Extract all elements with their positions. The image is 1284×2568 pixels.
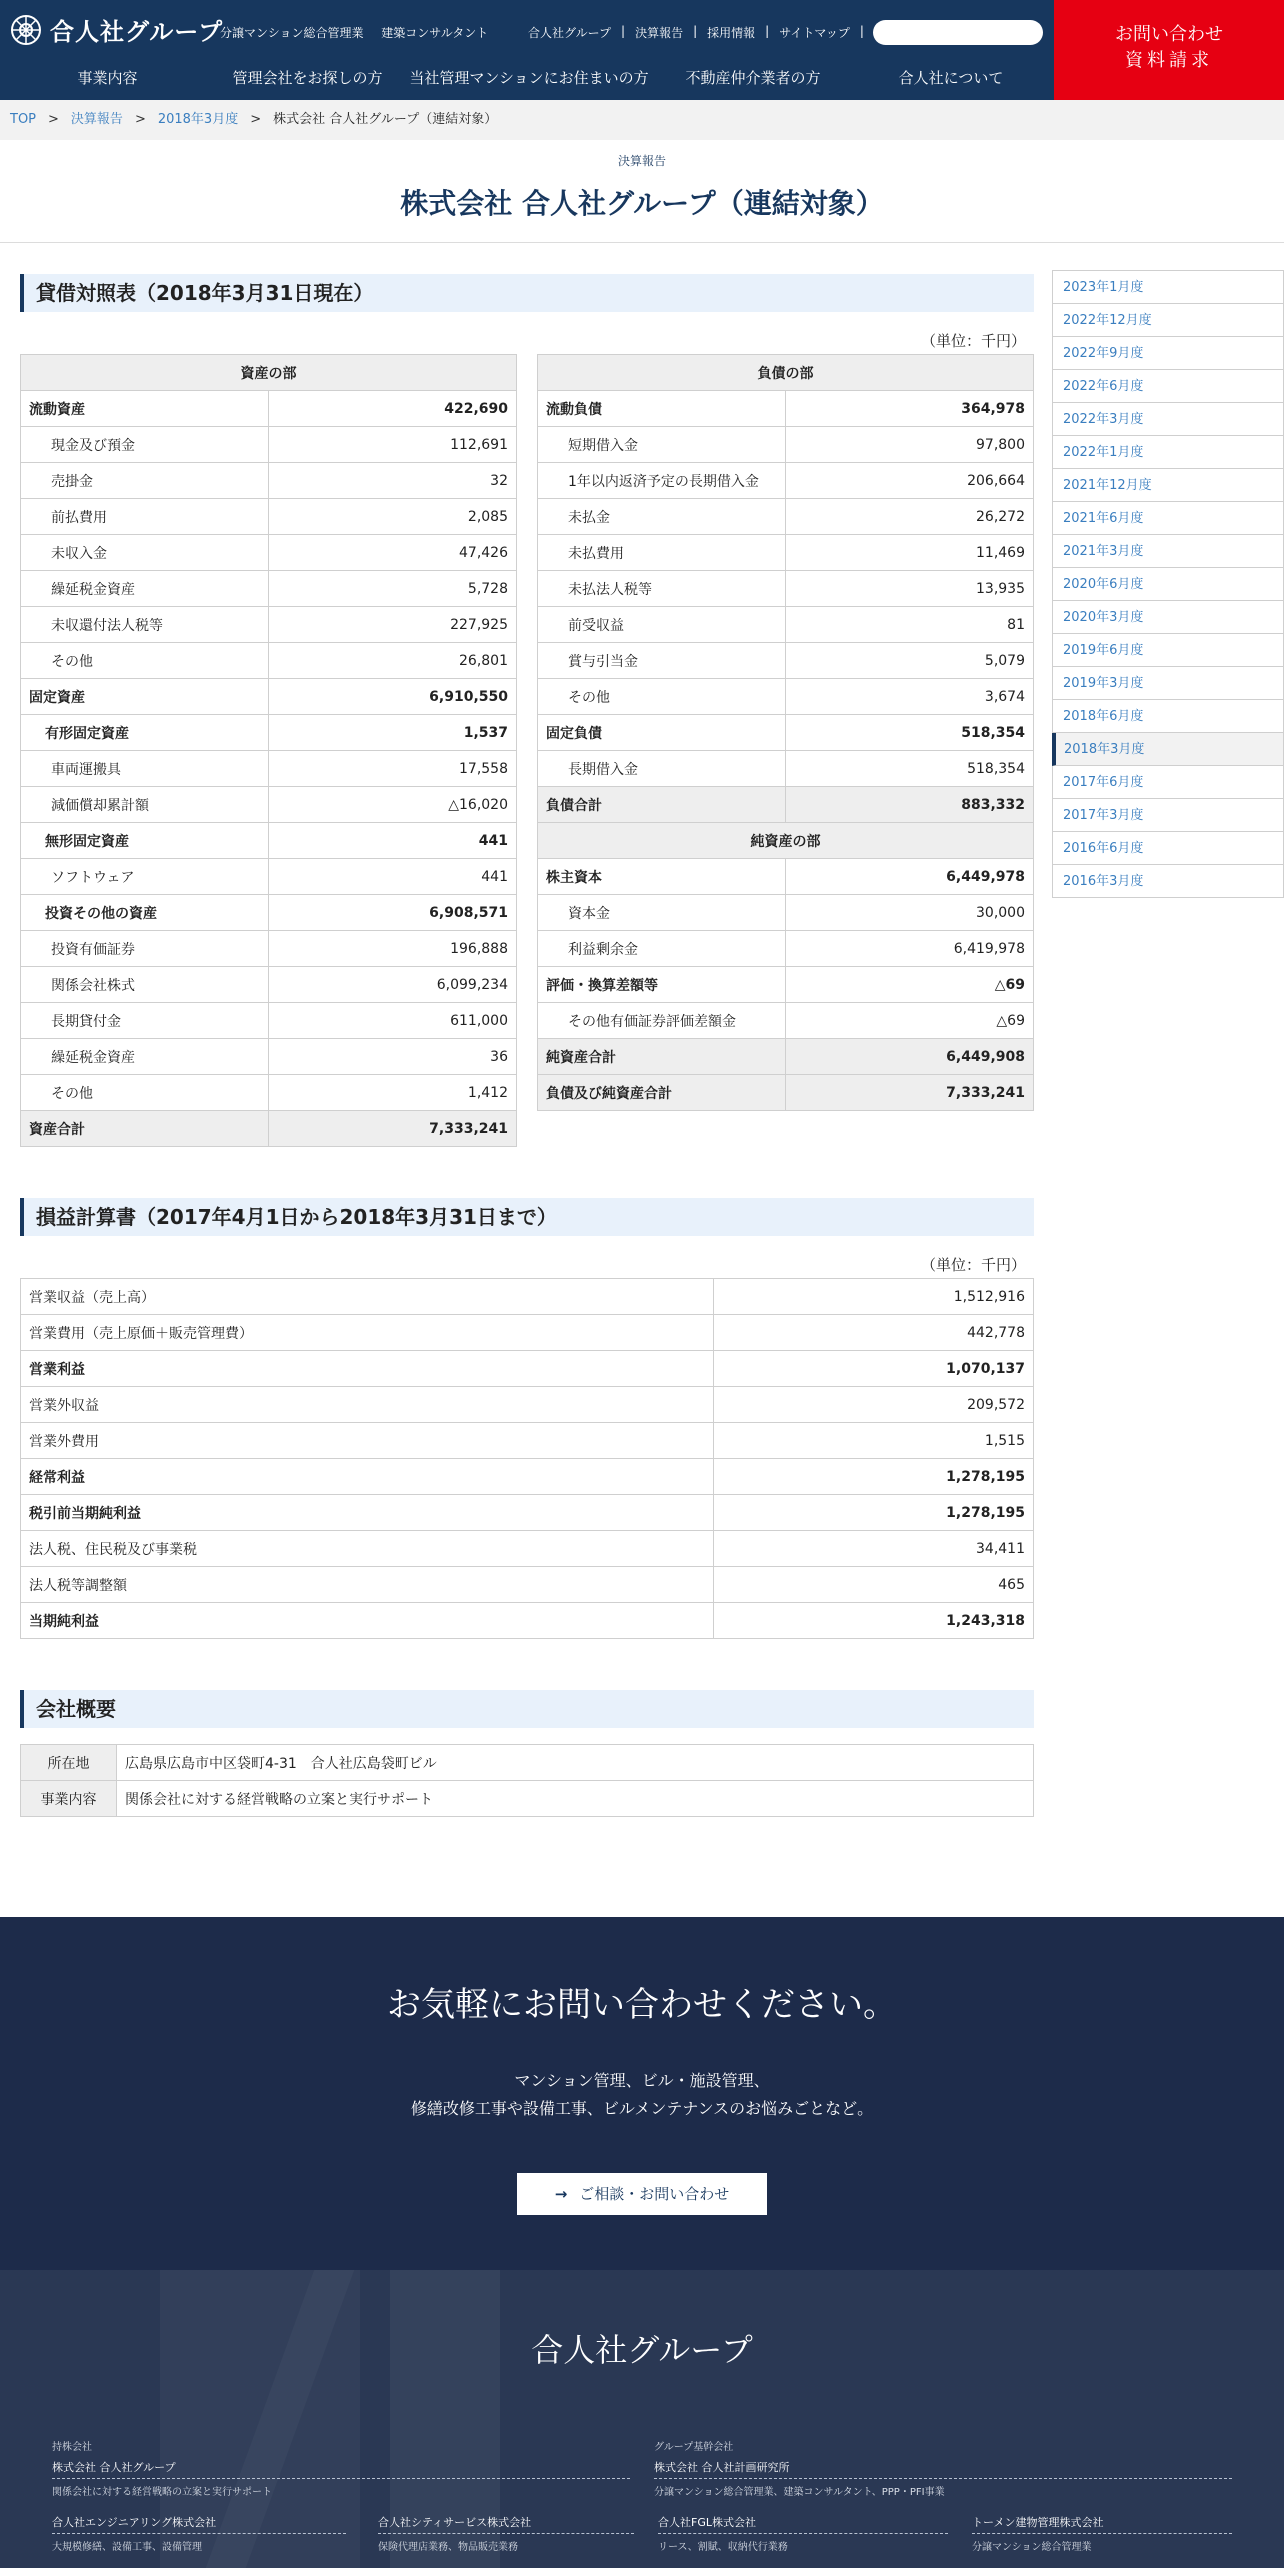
contact-cta-line2: 資料請求 (1125, 50, 1213, 71)
table-row (538, 967, 1034, 1003)
site-logo[interactable] (10, 12, 223, 47)
table-row (21, 715, 517, 751)
link-separator: | (765, 24, 770, 38)
nav-brokers[interactable]: 不動産仲介業者の方 (685, 69, 821, 87)
row-label: ソフトウェア (21, 859, 269, 895)
table-row (21, 1567, 1034, 1603)
contact-request-button[interactable] (1054, 0, 1284, 100)
table-row (538, 679, 1034, 715)
footer-company (378, 2514, 634, 2553)
table-row (21, 1495, 1034, 1531)
company-desc: リース、割賦、収納代行業務 (658, 2542, 788, 2553)
nav-residents[interactable]: 当社管理マンションにお住まいの方 (409, 69, 649, 87)
row-label: 車両運搬具 (21, 751, 269, 787)
table-row (538, 571, 1034, 607)
breadcrumb-separator: > (134, 112, 146, 127)
table-row (21, 1039, 517, 1075)
table-row (21, 391, 517, 427)
row-value: △69 (786, 967, 1034, 1003)
contact-section (0, 1917, 1284, 2270)
table-row (21, 463, 517, 499)
search-input[interactable] (873, 20, 1043, 45)
row-label: 未払費用 (538, 535, 786, 571)
income-statement-heading: 損益計算書（2017年4月1日から2018年3月31日まで） (20, 1198, 1034, 1236)
row-label: 無形固定資産 (21, 823, 269, 859)
row-value: 7,333,241 (269, 1111, 517, 1147)
row-value: 6,449,908 (786, 1039, 1034, 1075)
row-value: 3,674 (786, 679, 1034, 715)
archive-link[interactable]: 2021年6月度 (1052, 502, 1284, 535)
archive-link[interactable]: 2016年3月度 (1052, 865, 1284, 898)
main-nav (0, 60, 1054, 96)
row-value: 1,243,318 (714, 1603, 1034, 1639)
row-label: 繰延税金資産 (21, 1039, 269, 1075)
row-value: 6,099,234 (269, 967, 517, 1003)
toplink-financial-report[interactable]: 決算報告 (635, 26, 684, 40)
row-value: 47,426 (269, 535, 517, 571)
row-label: その他有価証券評価差額金 (538, 1003, 786, 1039)
page-title: 株式会社 合人社グループ（連結対象） (400, 187, 884, 220)
row-value: 209,572 (714, 1387, 1034, 1423)
table-row (21, 1003, 517, 1039)
balance-sheet-heading: 貸借対照表（2018年3月31日現在） (20, 274, 1034, 312)
row-label: 純資産合計 (538, 1039, 786, 1075)
contact-text-line: 修繕改修工事や設備工事、ビルメンテナンスのお悩みごとなど。 (410, 2099, 874, 2118)
archive-link[interactable]: 2018年6月度 (1052, 700, 1284, 733)
company-link[interactable]: 合人社FGL株式会社 (658, 2514, 948, 2534)
page-kicker: 決算報告 (617, 154, 666, 168)
footer-company (52, 2514, 346, 2553)
table-row (538, 463, 1034, 499)
row-value: 30,000 (786, 895, 1034, 931)
nav-find-manager[interactable]: 管理会社をお探しの方 (232, 69, 383, 87)
row-label: 1年以内返済予定の長期借入金 (538, 463, 786, 499)
table-row (21, 1351, 1034, 1387)
site-footer (0, 2270, 1284, 2568)
archive-link[interactable]: 2021年12月度 (1052, 469, 1284, 502)
row-label: 負債及び純資産合計 (538, 1075, 786, 1111)
company-desc: 分譲マンション総合管理業、建築コンサルタント、PPP・PFI事業 (654, 2487, 945, 2498)
row-value: 関係会社に対する経営戦略の立案と実行サポート (117, 1781, 1034, 1817)
row-value: 5,079 (786, 643, 1034, 679)
archive-link[interactable]: 2022年6月度 (1052, 370, 1284, 403)
table-row (21, 607, 517, 643)
row-value: 196,888 (269, 931, 517, 967)
table-row (21, 1387, 1034, 1423)
row-value: 2,085 (269, 499, 517, 535)
table-row (538, 931, 1034, 967)
row-value: 442,778 (714, 1315, 1034, 1351)
header-tagline (220, 24, 502, 41)
archive-link[interactable]: 2022年12月度 (1052, 304, 1284, 337)
company-category: 持株会社 (52, 2442, 92, 2453)
row-value: 422,690 (269, 391, 517, 427)
table-row (21, 1423, 1034, 1459)
row-key: 事業内容 (21, 1781, 117, 1817)
row-value: 6,910,550 (269, 679, 517, 715)
archive-link[interactable]: 2020年6月度 (1052, 568, 1284, 601)
table-row (21, 499, 517, 535)
breadcrumb-top[interactable]: TOP (10, 112, 37, 127)
period-archive-list (1052, 270, 1284, 898)
row-label: 投資その他の資産 (21, 895, 269, 931)
row-label: 前払費用 (21, 499, 269, 535)
row-label: 税引前当期純利益 (21, 1495, 714, 1531)
archive-link[interactable]: 2022年9月度 (1052, 337, 1284, 370)
row-label: 売掛金 (21, 463, 269, 499)
breadcrumb-financial-report[interactable]: 決算報告 (70, 112, 123, 127)
row-value: 1,070,137 (714, 1351, 1034, 1387)
row-value: 36 (269, 1039, 517, 1075)
table-row (21, 931, 517, 967)
row-label: 利益剰余金 (538, 931, 786, 967)
row-label: 株主資本 (538, 859, 786, 895)
equity-header: 純資産の部 (538, 823, 1034, 859)
row-label: 当期純利益 (21, 1603, 714, 1639)
table-row (538, 427, 1034, 463)
row-value: 1,278,195 (714, 1459, 1034, 1495)
footer-company-core (654, 2438, 1232, 2498)
row-value: 1,515 (714, 1423, 1034, 1459)
link-separator: | (693, 24, 698, 38)
table-row (21, 1459, 1034, 1495)
table-row (21, 1315, 1034, 1351)
title-divider (0, 242, 1284, 243)
footer-company-holding (52, 2438, 630, 2498)
balance-sheet-unit: （単位：千円） (920, 332, 1026, 350)
toplink-recruit[interactable]: 採用情報 (707, 26, 756, 40)
row-value: 11,469 (786, 535, 1034, 571)
toplink-group[interactable]: 合人社グループ (528, 26, 612, 40)
group-logo-icon (10, 14, 42, 46)
arrow-right-icon: → (554, 2185, 568, 2203)
table-row-total (21, 1111, 517, 1147)
footer-company (658, 2514, 948, 2553)
row-value: 1,537 (269, 715, 517, 751)
table-row (538, 859, 1034, 895)
table-row (21, 535, 517, 571)
archive-link[interactable]: 2021年3月度 (1052, 535, 1284, 568)
table-row (538, 391, 1034, 427)
nav-about[interactable]: 合人社について (898, 69, 1004, 87)
row-value: 5,728 (269, 571, 517, 607)
row-label: 法人税等調整額 (21, 1567, 714, 1603)
row-label: 長期貸付金 (21, 1003, 269, 1039)
company-desc: 分譲マンション総合管理業 (972, 2542, 1092, 2553)
row-value: 112,691 (269, 427, 517, 463)
company-link[interactable]: 合人社シティサービス株式会社 (378, 2514, 634, 2534)
archive-link[interactable]: 2022年3月度 (1052, 403, 1284, 436)
row-value: 465 (714, 1567, 1034, 1603)
income-statement-unit: （単位：千円） (920, 1256, 1026, 1274)
archive-link[interactable]: 2020年3月度 (1052, 601, 1284, 634)
row-value: △16,020 (269, 787, 517, 823)
contact-heading: お気軽にお問い合わせください。 (387, 1985, 897, 2025)
row-label: 減価償却累計額 (21, 787, 269, 823)
company-overview-heading: 会社概要 (20, 1690, 1034, 1728)
company-link[interactable]: トーメン建物管理株式会社 (972, 2514, 1232, 2534)
table-row (538, 715, 1034, 751)
row-value: 364,978 (786, 391, 1034, 427)
row-value: 13,935 (786, 571, 1034, 607)
row-label: 資本金 (538, 895, 786, 931)
company-desc: 保険代理店業務、物品販売業務 (378, 2542, 518, 2553)
archive-link[interactable]: 2019年6月度 (1052, 634, 1284, 667)
table-row (538, 895, 1034, 931)
table-row (21, 823, 517, 859)
income-statement-table (20, 1278, 1034, 1639)
table-row (21, 1781, 1034, 1817)
link-separator: | (621, 24, 626, 38)
archive-link[interactable]: 2019年3月度 (1052, 667, 1284, 700)
company-desc: 関係会社に対する経営戦略の立案と実行サポート (52, 2487, 272, 2498)
row-label: 短期借入金 (538, 427, 786, 463)
table-row (21, 571, 517, 607)
table-row (21, 679, 517, 715)
row-label: 長期借入金 (538, 751, 786, 787)
row-label: その他 (21, 1075, 269, 1111)
breadcrumb (0, 100, 1284, 140)
table-row (538, 607, 1034, 643)
row-label: 法人税、住民税及び事業税 (21, 1531, 714, 1567)
table-row (21, 967, 517, 1003)
row-value: 441 (269, 859, 517, 895)
row-label: 未収入金 (21, 535, 269, 571)
table-row (21, 1745, 1034, 1781)
table-row (21, 1075, 517, 1111)
company-desc: 大規模修繕、設備工事、設備管理 (52, 2542, 202, 2553)
archive-link[interactable]: 2022年1月度 (1052, 436, 1284, 469)
row-label: 固定資産 (21, 679, 269, 715)
table-row (21, 643, 517, 679)
row-value: 97,800 (786, 427, 1034, 463)
row-label: 流動負債 (538, 391, 786, 427)
table-row-total (538, 787, 1034, 823)
row-value: 17,558 (269, 751, 517, 787)
breadcrumb-separator: > (48, 112, 59, 127)
nav-business[interactable]: 事業内容 (77, 69, 138, 87)
table-row (538, 499, 1034, 535)
row-label: 賞与引当金 (538, 643, 786, 679)
row-value: 34,411 (714, 1531, 1034, 1567)
row-value: 1,412 (269, 1075, 517, 1111)
assets-table (20, 354, 517, 1147)
company-overview-table (20, 1744, 1034, 1817)
row-value: 1,278,195 (714, 1495, 1034, 1531)
footer-brand: 合人社グループ (531, 2331, 753, 2369)
row-label: 繰延税金資産 (21, 571, 269, 607)
table-row (21, 751, 517, 787)
row-value: 611,000 (269, 1003, 517, 1039)
row-value: 1,512,916 (714, 1279, 1034, 1315)
row-value: 26,272 (786, 499, 1034, 535)
row-label: 営業外費用 (21, 1423, 714, 1459)
row-value: 441 (269, 823, 517, 859)
table-row (538, 1003, 1034, 1039)
toplink-sitemap[interactable]: サイトマップ (779, 26, 850, 40)
table-row-total (538, 1075, 1034, 1111)
row-label: 現金及び預金 (21, 427, 269, 463)
tagline-item: 建築コンサルタント (381, 26, 489, 40)
row-label: 負債合計 (538, 787, 786, 823)
company-link[interactable]: 合人社エンジニアリング株式会社 (52, 2514, 346, 2534)
company-link[interactable]: 株式会社 合人社計画研究所 (654, 2459, 1232, 2479)
row-value: 26,801 (269, 643, 517, 679)
row-label: 固定負債 (538, 715, 786, 751)
table-row (21, 859, 517, 895)
liabilities-equity-table (537, 354, 1034, 1111)
row-value: 7,333,241 (786, 1075, 1034, 1111)
breadcrumb-separator: > (250, 112, 262, 127)
table-row (21, 1603, 1034, 1639)
row-value: △69 (786, 1003, 1034, 1039)
archive-link[interactable]: 2017年6月度 (1052, 766, 1284, 799)
table-row (538, 643, 1034, 679)
archive-link[interactable]: 2023年1月度 (1052, 271, 1284, 304)
table-row (21, 1279, 1034, 1315)
footer-company (972, 2514, 1232, 2553)
row-value: 6,419,978 (786, 931, 1034, 967)
brand-name: 合人社グループ (50, 18, 224, 46)
archive-link[interactable]: 2016年6月度 (1052, 832, 1284, 865)
row-value: 518,354 (786, 751, 1034, 787)
company-category: グループ基幹会社 (654, 2442, 734, 2453)
contact-text (0, 2067, 1284, 2123)
row-value: 883,332 (786, 787, 1034, 823)
contact-cta-line1: お問い合わせ (1115, 24, 1223, 45)
archive-link[interactable]: 2017年3月度 (1052, 799, 1284, 832)
row-label: 未払金 (538, 499, 786, 535)
header-utility-links (528, 24, 874, 41)
row-label: 流動資産 (21, 391, 269, 427)
row-label: 投資有価証券 (21, 931, 269, 967)
row-label: 営業利益 (21, 1351, 714, 1387)
table-row (21, 895, 517, 931)
row-label: 営業費用（売上原価＋販売管理費） (21, 1315, 714, 1351)
row-label: 評価・換算差額等 (538, 967, 786, 1003)
contact-text-line: マンション管理、ビル・施設管理、 (514, 2071, 770, 2090)
row-value: 広島県広島市中区袋町4-31 合人社広島袋町ビル (117, 1745, 1034, 1781)
row-label: 関係会社株式 (21, 967, 269, 1003)
assets-header: 資産の部 (21, 355, 517, 391)
row-label: 未収還付法人税等 (21, 607, 269, 643)
consult-contact-label: ご相談・お問い合わせ (579, 2185, 730, 2203)
liabilities-header: 負債の部 (538, 355, 1034, 391)
row-value: 81 (786, 607, 1034, 643)
row-value: 227,925 (269, 607, 517, 643)
row-label: 営業収益（売上高） (21, 1279, 714, 1315)
archive-link-active[interactable]: 2018年3月度 (1052, 733, 1284, 766)
row-label: その他 (538, 679, 786, 715)
table-row (21, 787, 517, 823)
row-value: 6,908,571 (269, 895, 517, 931)
table-row (21, 427, 517, 463)
table-row (538, 535, 1034, 571)
company-link[interactable]: 株式会社 合人社グループ (52, 2459, 630, 2479)
row-label: 経常利益 (21, 1459, 714, 1495)
table-row (21, 1531, 1034, 1567)
row-value: 518,354 (786, 715, 1034, 751)
row-label: 前受収益 (538, 607, 786, 643)
row-label: 未払法人税等 (538, 571, 786, 607)
row-label: 営業外収益 (21, 1387, 714, 1423)
consult-contact-button[interactable] (517, 2173, 767, 2215)
table-row (538, 751, 1034, 787)
row-value: 206,664 (786, 463, 1034, 499)
site-header (0, 0, 1284, 100)
tagline-item: 分譲マンション総合管理業 (220, 26, 364, 40)
row-label: その他 (21, 643, 269, 679)
row-value: 6,449,978 (786, 859, 1034, 895)
breadcrumb-period[interactable]: 2018年3月度 (157, 112, 239, 127)
table-row-total (538, 1039, 1034, 1075)
row-label: 資産合計 (21, 1111, 269, 1147)
row-value: 32 (269, 463, 517, 499)
link-separator: | (859, 24, 864, 38)
row-key: 所在地 (21, 1745, 117, 1781)
breadcrumb-current: 株式会社 合人社グループ（連結対象） (273, 112, 498, 127)
row-label: 有形固定資産 (21, 715, 269, 751)
